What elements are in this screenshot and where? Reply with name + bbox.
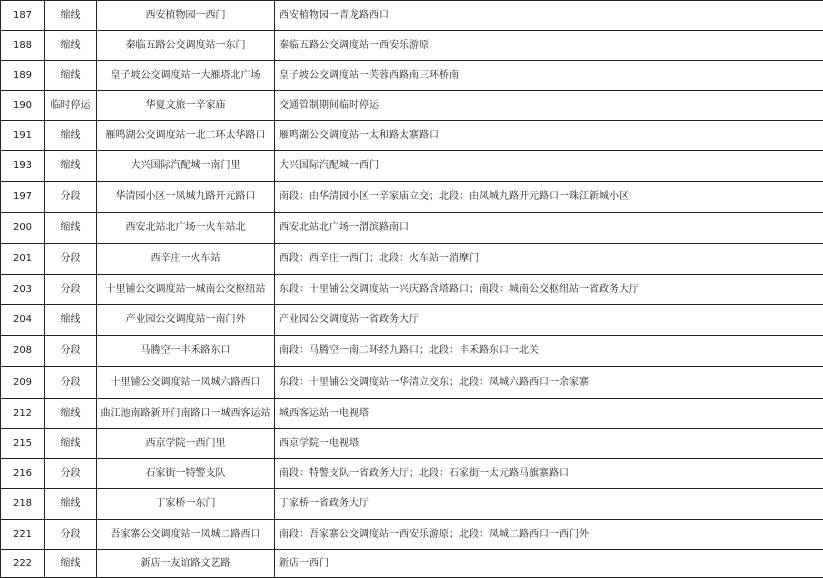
route-number-cell: 189	[1, 61, 45, 91]
original-route-cell: 西辛庄一火车站	[97, 244, 275, 275]
original-route-cell: 新店一友谊路文艺路	[97, 550, 275, 578]
adjustment-type-cell: 缩线	[45, 31, 97, 61]
table-row	[1, 550, 823, 578]
route-number-cell: 201	[1, 244, 45, 275]
adjustment-type-cell: 临时停运	[45, 91, 97, 121]
table-row	[1, 31, 823, 61]
route-number-cell: 193	[1, 151, 45, 182]
original-route-cell: 秦临五路公交调度站一东门	[97, 31, 275, 61]
route-number-cell: 218	[1, 489, 45, 520]
adjustment-type-cell: 缩线	[45, 399, 97, 429]
route-number-cell: 222	[1, 550, 45, 578]
table-row	[1, 1, 823, 31]
table-row	[1, 91, 823, 121]
route-number-cell: 187	[1, 1, 45, 31]
adjusted-route-cell: 西京学院一电视塔	[275, 429, 823, 459]
route-number-cell: 221	[1, 520, 45, 550]
adjusted-route-cell: 东段：十里铺公交调度站一兴庆路含塔路口；南段：城南公交枢纽站一省政务大厅	[275, 275, 823, 305]
route-number-cell: 208	[1, 336, 45, 367]
adjustment-type-cell: 缩线	[45, 61, 97, 91]
adjustment-type-cell: 缩线	[45, 121, 97, 151]
adjustment-type-cell: 缩线	[45, 429, 97, 459]
adjustment-type-cell: 缩线	[45, 550, 97, 578]
original-route-cell: 西京学院一西门里	[97, 429, 275, 459]
adjusted-route-cell: 城西客运站一电视塔	[275, 399, 823, 429]
adjustment-type-cell: 缩线	[45, 213, 97, 244]
route-number-cell: 204	[1, 305, 45, 336]
table-row	[1, 213, 823, 244]
table-row	[1, 182, 823, 213]
route-number-cell: 191	[1, 121, 45, 151]
adjustment-type-cell: 缩线	[45, 489, 97, 520]
original-route-cell: 大兴国际汽配城一南门里	[97, 151, 275, 182]
original-route-cell: 十里铺公交调度站一城南公交枢纽站	[97, 275, 275, 305]
table-row	[1, 121, 823, 151]
route-number-cell: 203	[1, 275, 45, 305]
adjustment-type-cell: 分段	[45, 367, 97, 399]
adjusted-route-cell: 西安植物园一青龙路西口	[275, 1, 823, 31]
adjusted-route-cell: 西段：西辛庄一西门；北段：火车站一消摩门	[275, 244, 823, 275]
route-number-cell: 190	[1, 91, 45, 121]
adjusted-route-cell: 丁家桥一省政务大厅	[275, 489, 823, 520]
original-route-cell: 吾家寨公交调度站一凤城二路西口	[97, 520, 275, 550]
adjustment-type-cell: 分段	[45, 275, 97, 305]
adjusted-route-cell: 西安北站北广场一渭滨路南口	[275, 213, 823, 244]
route-number-cell: 200	[1, 213, 45, 244]
adjusted-route-cell: 雁鸣湖公交调度站一太和路太寨路口	[275, 121, 823, 151]
adjustment-type-cell: 缩线	[45, 151, 97, 182]
route-number-cell: 188	[1, 31, 45, 61]
table-row	[1, 61, 823, 91]
original-route-cell: 西安植物园一西门	[97, 1, 275, 31]
table-row	[1, 429, 823, 459]
adjustment-type-cell: 缩线	[45, 1, 97, 31]
adjusted-route-cell: 产业园公交调度站一省政务大厅	[275, 305, 823, 336]
route-number-cell: 212	[1, 399, 45, 429]
adjustment-type-cell: 分段	[45, 244, 97, 275]
adjusted-route-cell: 南段：由华清园小区一辛家庙立交；北段：由凤城九路开元路口一珠江新城小区	[275, 182, 823, 213]
adjustment-type-cell: 分段	[45, 336, 97, 367]
table-row	[1, 336, 823, 367]
original-route-cell: 曲江池南路新开门南路口一城西客运站	[97, 399, 275, 429]
route-number-cell: 209	[1, 367, 45, 399]
original-route-cell: 华夏文旅一辛家庙	[97, 91, 275, 121]
adjusted-route-cell: 大兴国际汽配城一西门	[275, 151, 823, 182]
table-row	[1, 275, 823, 305]
adjustment-type-cell: 分段	[45, 459, 97, 489]
original-route-cell: 丁家桥一东门	[97, 489, 275, 520]
adjustment-type-cell: 缩线	[45, 305, 97, 336]
original-route-cell: 马腾空一丰禾路东口	[97, 336, 275, 367]
route-number-cell: 216	[1, 459, 45, 489]
original-route-cell: 华清园小区一凤城九路开元路口	[97, 182, 275, 213]
table-row	[1, 459, 823, 489]
adjusted-route-cell: 南段：吾家寨公交调度站一西安乐游原；北段：凤城二路西口一西门外	[275, 520, 823, 550]
adjusted-route-cell: 南段：马腾空一南二环经九路口；北段：丰禾路东口一北关	[275, 336, 823, 367]
original-route-cell: 雁鸣湖公交调度站一北二环太华路口	[97, 121, 275, 151]
adjusted-route-cell: 南段：特警支队一省政务大厅；北段：石家街一太元路马旗寨路口	[275, 459, 823, 489]
original-route-cell: 石家街一特警支队	[97, 459, 275, 489]
table-row	[1, 305, 823, 336]
adjusted-route-cell: 交通管制期间临时停运	[275, 91, 823, 121]
table-row	[1, 399, 823, 429]
table-row	[1, 244, 823, 275]
adjustment-type-cell: 分段	[45, 520, 97, 550]
adjusted-route-cell: 秦临五路公交调度站一西安乐游原	[275, 31, 823, 61]
original-route-cell: 西安北站北广场一火车站北	[97, 213, 275, 244]
original-route-cell: 十里铺公交调度站一凤城六路西口	[97, 367, 275, 399]
adjusted-route-cell: 东段：十里铺公交调度站一华清立交东；北段：凤城六路西口一余家寨	[275, 367, 823, 399]
table-row	[1, 520, 823, 550]
table-row	[1, 367, 823, 399]
original-route-cell: 产业园公交调度站一南门外	[97, 305, 275, 336]
table-row	[1, 489, 823, 520]
route-number-cell: 215	[1, 429, 45, 459]
table-row	[1, 151, 823, 182]
route-number-cell: 197	[1, 182, 45, 213]
adjusted-route-cell: 新店一西门	[275, 550, 823, 578]
adjusted-route-cell: 皇子坡公交调度站一芙蓉西路南三环桥南	[275, 61, 823, 91]
original-route-cell: 皇子坡公交调度站一大雁塔北广场	[97, 61, 275, 91]
adjustment-type-cell: 分段	[45, 182, 97, 213]
